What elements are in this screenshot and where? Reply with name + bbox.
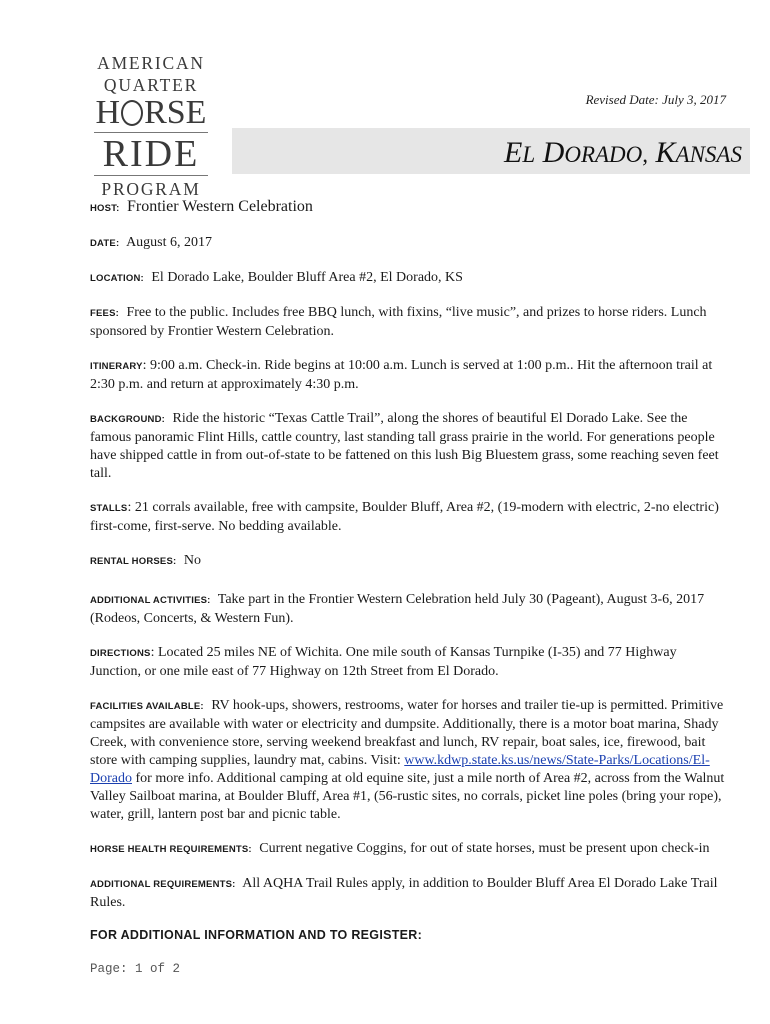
itinerary-label: ITINERARY: [90, 361, 143, 372]
directions-label: DIRECTIONS: [90, 648, 151, 659]
stalls-label: STALLS: [90, 503, 128, 514]
title-initial-k: K: [655, 136, 676, 169]
title-letters-ansas: ANSAS: [675, 142, 742, 167]
background-row: [90, 410, 730, 483]
page-number: Page: 1 of 2: [90, 962, 181, 976]
logo-line-horse: [92, 96, 210, 130]
stalls-sep: :: [127, 500, 132, 515]
itinerary-sep: :: [142, 358, 147, 373]
facilities-value-after: for more info. Additional camping at old equine site, just a mile north of Area #2, across from the Walnut Valley Sailboat marina, at Boulder Bluff, Area #1, (56-rustic sites, no corrals, picket line poles (bring your rope), water, grill, lantern post bar and picnic table.: [90, 771, 725, 822]
kdwp-link[interactable]: www.kdwp.state.ks.us/news/State-Parks/Locations/El-Dorado: [90, 753, 710, 786]
location-label: LOCATION:: [90, 273, 144, 284]
logo-line-quarter: QUARTER: [103, 75, 199, 95]
host-value: Frontier Western Celebration: [127, 198, 313, 215]
horse-health-value: Current negative Coggins, for out of state horses, must be present upon check-in: [259, 841, 710, 856]
additional-activities-row: [90, 591, 730, 628]
logo-letter-h: H: [95, 94, 121, 131]
page-title: [504, 136, 742, 170]
host-label: HOST:: [90, 203, 120, 214]
register-heading: FOR ADDITIONAL INFORMATION AND TO REGISTER:: [90, 928, 423, 942]
facilities-value-before: RV hook-ups, showers, restrooms, water for horses and trailer tie-up is permitted. Primitive campsites are available with water or electricity and dumpsite. Additionally, there is a motor boat marina, Shady Creek, with convenience store, serving weekend breakfast and lunch, RV repair, boat sales, ice, firewood, bait store with camping supplies, laundry mat, cabins. Visit:: [90, 698, 724, 768]
additional-activities-value: Take part in the Frontier Western Celebration held July 30 (Pageant), August 3-6, 2017 (Rodeos, Concerts, & Western Fun).: [90, 592, 705, 626]
date-value: August 6, 2017: [126, 235, 213, 250]
additional-requirements-row: [90, 875, 730, 912]
fees-value: Free to the public. Includes free BBQ lunch, with fixins, “live music”, and prizes to horse riders. Lunch sponsored by Frontier Western Celebration.: [90, 305, 707, 339]
title-initial-d: D: [542, 136, 565, 169]
logo-line-american: AMERICAN: [97, 53, 205, 73]
fees-label: FEES:: [90, 308, 119, 319]
facilities-label: FACILITIES AVAILABLE:: [90, 701, 204, 712]
horse-health-row: [90, 840, 730, 859]
title-banner: [232, 128, 750, 174]
stalls-value: 21 corrals available, free with campsite, Boulder Bluff, Area #2, (19-modern with electric, 2-no electric) first-come, first-serve. No bedding available.: [90, 500, 719, 534]
fees-row: [90, 304, 730, 341]
additional-activities-label: ADDITIONAL ACTIVITIES:: [90, 595, 211, 606]
directions-row: [90, 644, 730, 681]
directions-value: Located 25 miles NE of Wichita. One mile south of Kansas Turnpike (I-35) and 77 Highway Junction, or one mile east of 77 Highway on 12th Street from El Dorado.: [90, 645, 677, 679]
additional-requirements-label: ADDITIONAL REQUIREMENTS:: [90, 879, 236, 890]
date-label: DATE:: [90, 238, 120, 249]
horse-head-icon: [121, 100, 143, 126]
ride-details: [90, 198, 730, 942]
facilities-row: [90, 697, 730, 824]
title-initial-e: E: [504, 136, 523, 169]
host-row: [90, 198, 730, 218]
additional-requirements-value: All AQHA Trail Rules apply, in addition to Boulder Bluff Area El Dorado Lake Trail Rules.: [90, 876, 718, 910]
background-label: BACKGROUND:: [90, 414, 166, 425]
aqha-ride-program-logo: [92, 52, 210, 200]
title-letters-orado: ORADO,: [564, 142, 649, 167]
date-row: [90, 234, 730, 253]
logo-letters-rse: RSE: [144, 94, 207, 131]
background-value: Ride the historic “Texas Cattle Trail”, along the shores of beautiful El Dorado Lake. See the famous panoramic Flint Hills, cattle country, last standing tall grass prairie in the world. For generations people have shipped cattle in from out-of-state to be fattened on this lush Big Bluestem grass, some reaching seven feet tall.: [90, 411, 719, 481]
location-row: [90, 269, 730, 288]
logo-line-program: PROGRAM: [101, 179, 201, 199]
rental-horses-label: RENTAL HORSES:: [90, 556, 177, 567]
title-letter-l: L: [522, 142, 536, 167]
rental-horses-row: [90, 552, 730, 571]
directions-sep: :: [150, 645, 155, 660]
logo-line-ride: RIDE: [102, 133, 200, 175]
itinerary-row: [90, 357, 730, 394]
location-value: El Dorado Lake, Boulder Bluff Area #2, El Dorado, KS: [151, 270, 463, 285]
logo-divider-lower: [94, 175, 208, 176]
itinerary-value: 9:00 a.m. Check-in. Ride begins at 10:00 a.m. Lunch is served at 1:00 p.m.. Hit the afternoon trail at 2:30 p.m. and return at approximately 4:30 p.m.: [90, 358, 713, 392]
stalls-row: [90, 499, 730, 536]
rental-horses-value: No: [183, 553, 201, 568]
revised-date: Revised Date: July 3, 2017: [585, 92, 726, 107]
horse-health-label: HORSE HEALTH REQUIREMENTS:: [90, 844, 252, 855]
